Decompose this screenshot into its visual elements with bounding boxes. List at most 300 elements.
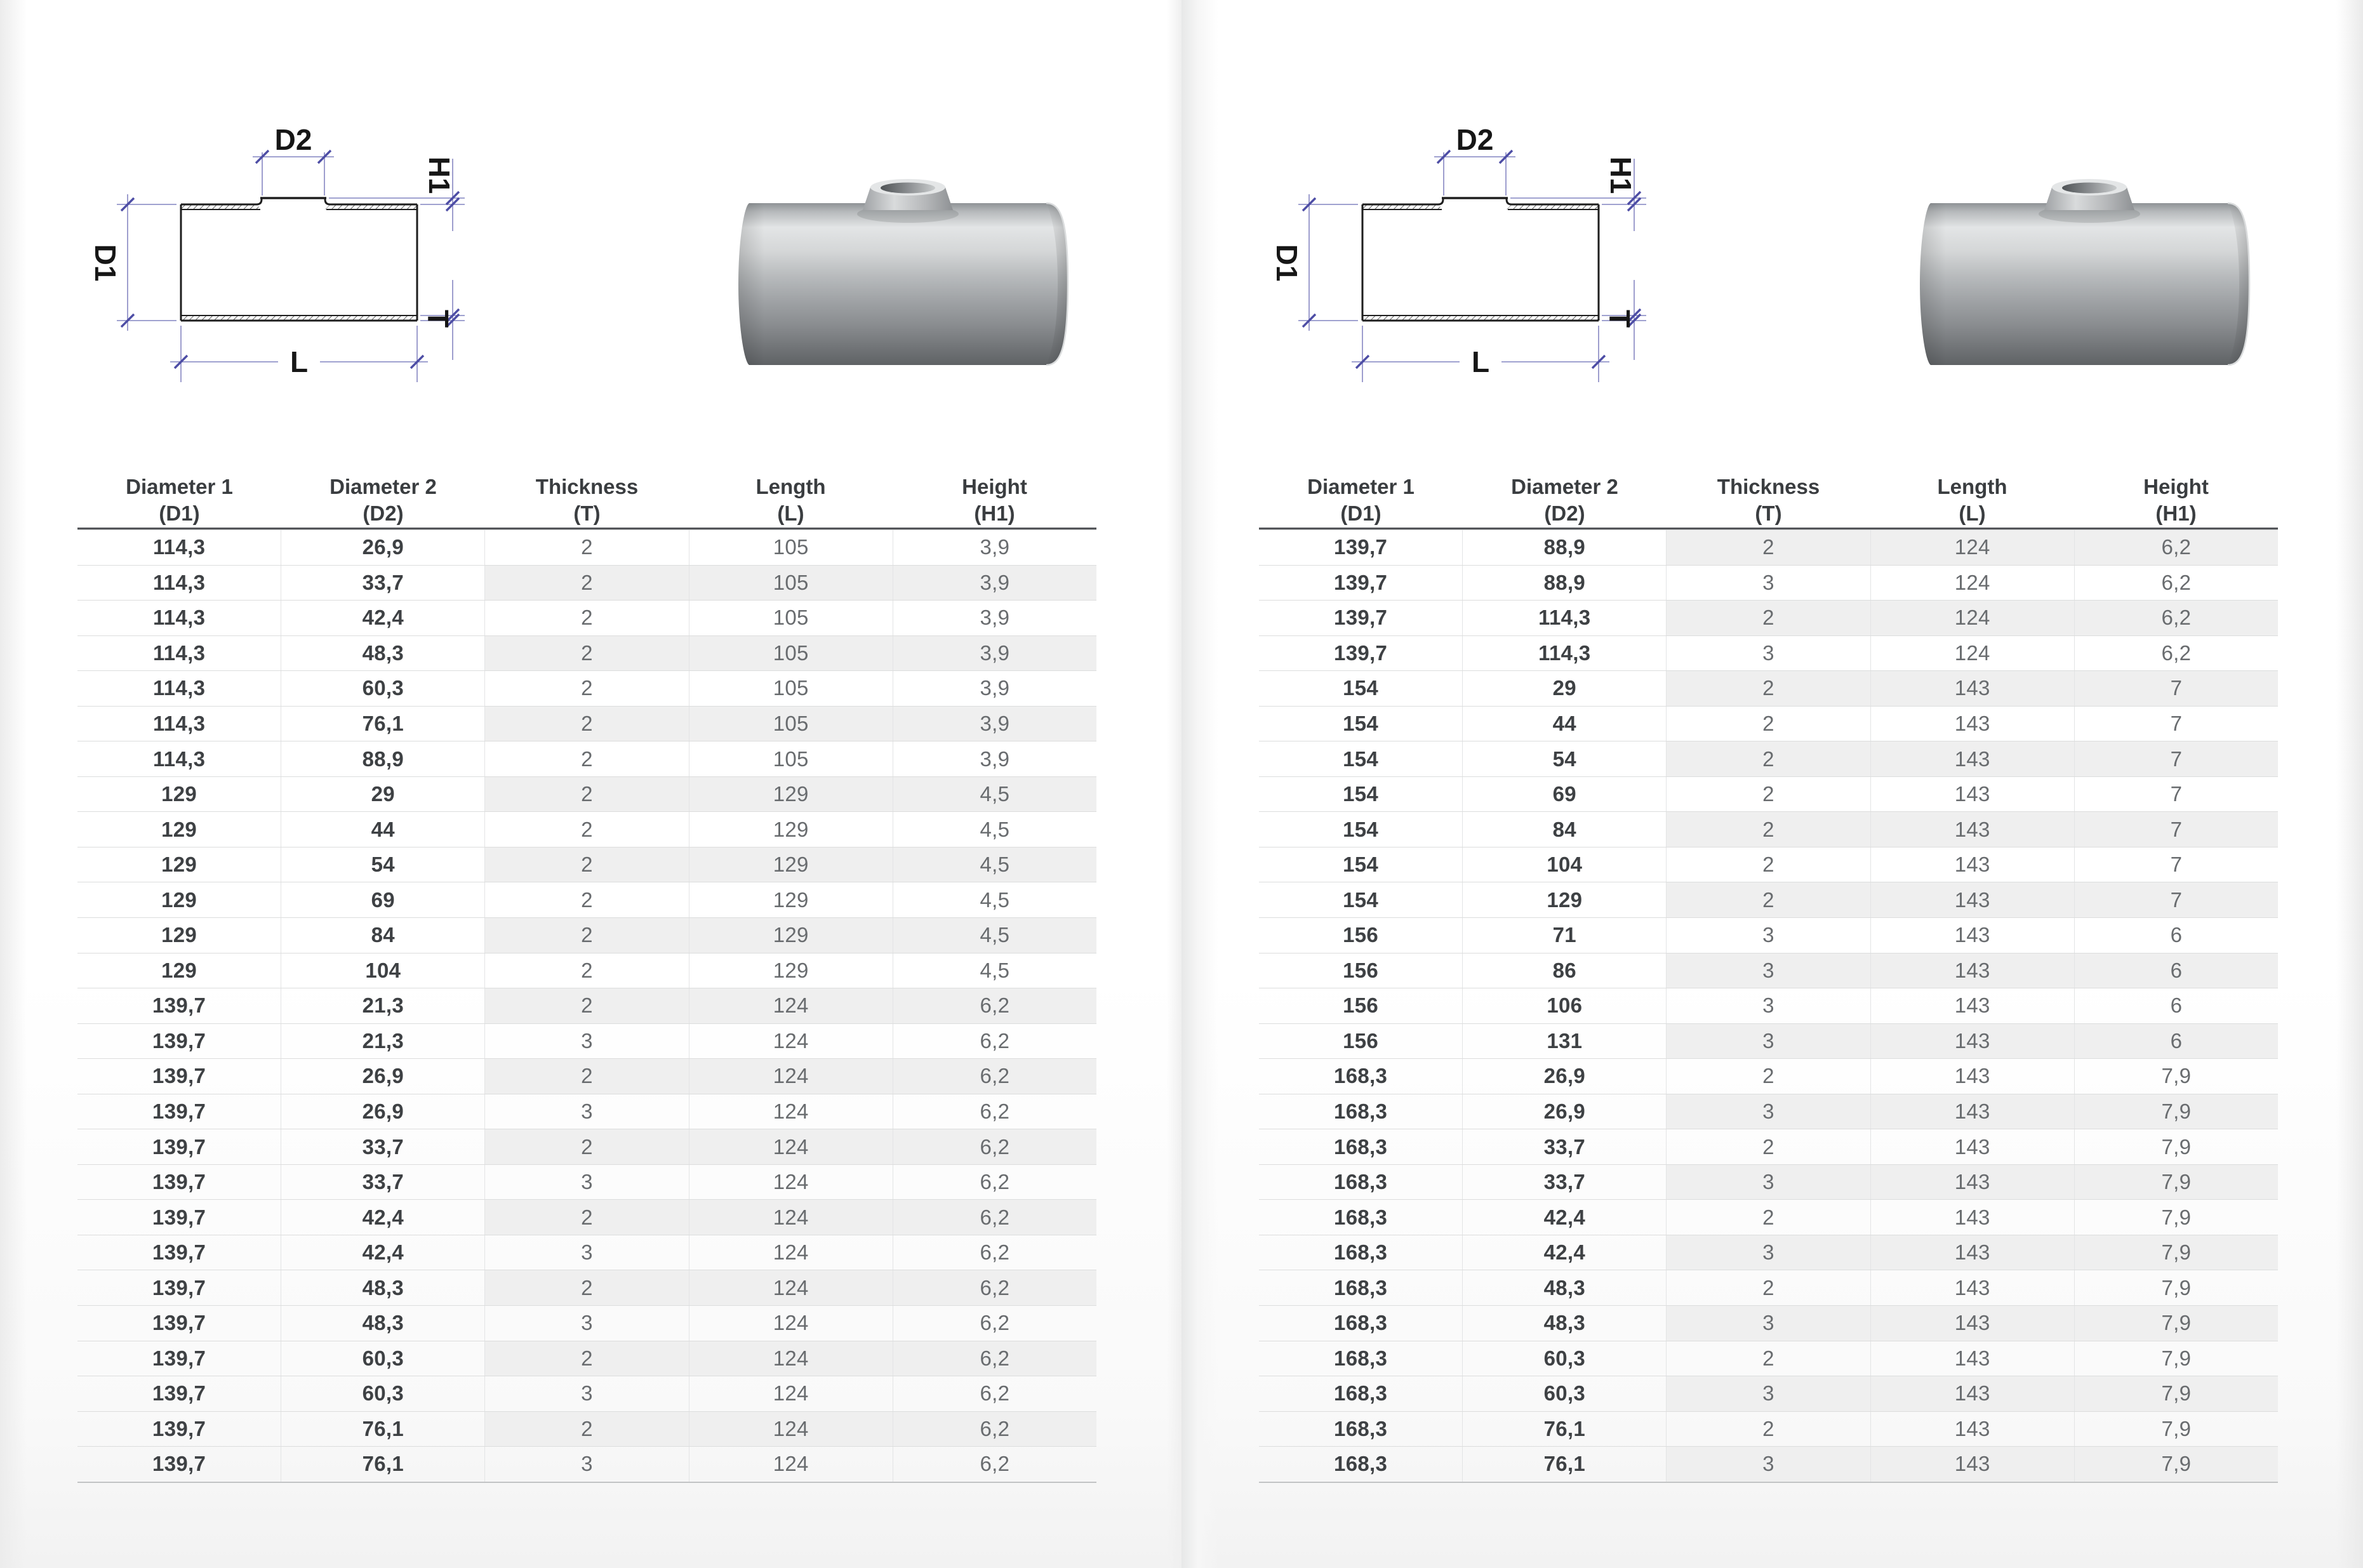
cell-diameter1: 156 xyxy=(1343,958,1379,982)
table-row xyxy=(1259,1094,2278,1130)
cell-length: 143 xyxy=(1870,847,2074,882)
hatched-walls xyxy=(1362,204,1599,321)
cell-length: 124 xyxy=(689,1270,893,1305)
cell-thickness: 2 xyxy=(484,918,688,953)
cell-length: 143 xyxy=(1870,1341,2074,1376)
cell-length: 105 xyxy=(689,741,893,776)
dimension-ticks xyxy=(121,150,459,368)
cell-diameter1: 168,3 xyxy=(1334,1346,1388,1370)
cell-thickness: 2 xyxy=(484,741,688,776)
cell-diameter1: 139,7 xyxy=(152,1311,206,1335)
cell-height: 7,9 xyxy=(2074,1094,2278,1129)
cylinder-body xyxy=(1920,203,2249,365)
table-row xyxy=(77,601,1096,636)
cell-height: 6,2 xyxy=(2074,566,2278,601)
cell-thickness: 2 xyxy=(484,707,688,741)
cell-thickness: 3 xyxy=(1666,566,1870,601)
cell-diameter1: 168,3 xyxy=(1334,1205,1388,1229)
cell-diameter2: 88,9 xyxy=(1462,530,1666,565)
cell-diameter1: 139,7 xyxy=(152,1064,206,1088)
cell-diameter2: 88,9 xyxy=(1462,566,1666,601)
cell-length: 105 xyxy=(689,601,893,635)
table-row xyxy=(1259,953,2278,989)
cylinder-body xyxy=(738,203,1068,365)
cell-thickness: 2 xyxy=(1666,1270,1870,1305)
cell-height: 6 xyxy=(2074,953,2278,988)
cell-diameter2: 104 xyxy=(281,953,484,988)
cell-thickness: 2 xyxy=(1666,1341,1870,1376)
cell-diameter2: 88,9 xyxy=(281,741,484,776)
cell-length: 143 xyxy=(1870,1306,2074,1341)
cell-length: 124 xyxy=(689,1341,893,1376)
cell-height: 6,2 xyxy=(893,1094,1096,1129)
cell-height: 6,2 xyxy=(893,1270,1096,1305)
table-row xyxy=(1259,1306,2278,1341)
cell-thickness: 3 xyxy=(1666,1447,1870,1482)
cell-height: 7,9 xyxy=(2074,1200,2278,1235)
cell-thickness: 2 xyxy=(1666,530,1870,565)
cell-height: 7,9 xyxy=(2074,1235,2278,1270)
cell-height: 3,9 xyxy=(893,530,1096,565)
cell-length: 143 xyxy=(1870,1412,2074,1447)
cell-height: 3,9 xyxy=(893,566,1096,601)
cell-diameter1: 129 xyxy=(161,782,197,806)
cell-diameter2: 71 xyxy=(1462,918,1666,953)
cell-diameter1: 114,3 xyxy=(152,535,206,559)
cell-length: 143 xyxy=(1870,1200,2074,1235)
table-row xyxy=(1259,1270,2278,1306)
cell-length: 143 xyxy=(1870,671,2074,706)
table-row xyxy=(77,1200,1096,1235)
cell-thickness: 3 xyxy=(484,1094,688,1129)
cell-height: 6,2 xyxy=(2074,530,2278,565)
cell-height: 3,9 xyxy=(893,671,1096,706)
cell-thickness: 2 xyxy=(1666,671,1870,706)
cell-diameter2: 60,3 xyxy=(281,1376,484,1411)
cell-diameter2: 86 xyxy=(1462,953,1666,988)
cell-height: 4,5 xyxy=(893,777,1096,812)
cell-length: 124 xyxy=(689,1129,893,1164)
cell-diameter2: 48,3 xyxy=(1462,1306,1666,1341)
cell-thickness: 2 xyxy=(484,988,688,1023)
cell-length: 105 xyxy=(689,671,893,706)
dim-label-d1: D1 xyxy=(89,244,122,282)
cell-thickness: 3 xyxy=(1666,1024,1870,1059)
cell-length: 143 xyxy=(1870,953,2074,988)
cell-diameter2: 33,7 xyxy=(281,566,484,601)
cell-length: 124 xyxy=(689,1412,893,1447)
cell-diameter2: 60,3 xyxy=(1462,1376,1666,1411)
cell-length: 105 xyxy=(689,636,893,671)
table-row xyxy=(77,882,1096,918)
cell-diameter1: 114,3 xyxy=(152,676,206,700)
dim-label-d1: D1 xyxy=(1270,244,1303,282)
cell-length: 143 xyxy=(1870,1165,2074,1200)
cell-length: 124 xyxy=(689,1200,893,1235)
cell-thickness: 2 xyxy=(484,566,688,601)
cell-thickness: 2 xyxy=(1666,777,1870,812)
cell-diameter2: 114,3 xyxy=(1462,601,1666,635)
cell-diameter2: 29 xyxy=(281,777,484,812)
cell-thickness: 2 xyxy=(1666,847,1870,882)
cell-length: 129 xyxy=(689,918,893,953)
cell-thickness: 2 xyxy=(1666,707,1870,741)
cell-length: 143 xyxy=(1870,1376,2074,1411)
table-row xyxy=(77,671,1096,707)
cell-thickness: 2 xyxy=(484,636,688,671)
table-row xyxy=(77,636,1096,672)
cell-length: 143 xyxy=(1870,1270,2074,1305)
cell-diameter2: 48,3 xyxy=(1462,1270,1666,1305)
table-row xyxy=(77,530,1096,566)
cell-diameter2: 104 xyxy=(1462,847,1666,882)
cell-height: 6 xyxy=(2074,918,2278,953)
column-header-diameter2: Diameter 2 (D2) xyxy=(1511,474,1618,525)
cell-thickness: 2 xyxy=(1666,1129,1870,1164)
cell-height: 4,5 xyxy=(893,812,1096,847)
cell-length: 129 xyxy=(689,953,893,988)
cell-length: 143 xyxy=(1870,1024,2074,1059)
cell-length: 124 xyxy=(1870,566,2074,601)
table-row xyxy=(1259,1059,2278,1094)
cell-length: 129 xyxy=(689,847,893,882)
cell-diameter1: 114,3 xyxy=(152,606,206,630)
cell-diameter2: 26,9 xyxy=(281,1094,484,1129)
cell-thickness: 2 xyxy=(484,777,688,812)
cell-diameter1: 129 xyxy=(161,817,197,841)
cell-diameter2: 60,3 xyxy=(281,1341,484,1376)
column-header-height: Height (H1) xyxy=(962,474,1027,525)
cell-height: 7,9 xyxy=(2074,1270,2278,1305)
cell-diameter1: 139,7 xyxy=(1334,606,1388,630)
cell-length: 124 xyxy=(1870,530,2074,565)
cell-diameter1: 139,7 xyxy=(152,1416,206,1440)
stub-bore xyxy=(2062,183,2117,194)
cell-length: 143 xyxy=(1870,741,2074,776)
column-header-height: Height (H1) xyxy=(2143,474,2209,525)
cell-diameter1: 139,7 xyxy=(152,1134,206,1159)
cell-diameter1: 129 xyxy=(161,923,197,947)
cell-diameter1: 139,7 xyxy=(152,1205,206,1229)
cell-diameter1: 139,7 xyxy=(152,1381,206,1405)
cell-length: 124 xyxy=(689,1235,893,1270)
cell-length: 124 xyxy=(689,1059,893,1094)
cell-thickness: 2 xyxy=(1666,1412,1870,1447)
cell-diameter2: 54 xyxy=(1462,741,1666,776)
dim-label-l: L xyxy=(1471,345,1490,378)
hatched-walls xyxy=(181,204,417,321)
cell-height: 3,9 xyxy=(893,741,1096,776)
cell-height: 7 xyxy=(2074,707,2278,741)
cell-diameter2: 54 xyxy=(281,847,484,882)
table-row xyxy=(77,988,1096,1024)
cylinder-left-shade xyxy=(1920,203,1946,365)
technical-drawing-tee xyxy=(0,0,495,413)
cell-diameter2: 76,1 xyxy=(281,1412,484,1447)
column-header-thickness: Thickness (T) xyxy=(1717,474,1820,525)
dim-label-h1: H1 xyxy=(1604,156,1637,194)
cell-length: 124 xyxy=(689,1094,893,1129)
cell-diameter2: 33,7 xyxy=(1462,1165,1666,1200)
cell-diameter2: 21,3 xyxy=(281,988,484,1023)
spec-table xyxy=(1259,473,2278,1483)
cell-thickness: 2 xyxy=(484,812,688,847)
table-row xyxy=(1259,741,2278,777)
cell-height: 7,9 xyxy=(2074,1376,2278,1411)
cell-height: 6,2 xyxy=(893,1059,1096,1094)
cell-height: 7,9 xyxy=(2074,1165,2278,1200)
column-header-diameter1: Diameter 1 (D1) xyxy=(126,474,233,525)
cell-height: 7,9 xyxy=(2074,1059,2278,1094)
cell-height: 7 xyxy=(2074,812,2278,847)
cell-height: 3,9 xyxy=(893,636,1096,671)
cell-height: 6,2 xyxy=(893,1412,1096,1447)
cell-diameter1: 139,7 xyxy=(152,993,206,1018)
dim-label-d2: D2 xyxy=(274,123,312,156)
cell-thickness: 2 xyxy=(484,1059,688,1094)
cell-thickness: 3 xyxy=(1666,1235,1870,1270)
dim-label-d2: D2 xyxy=(1456,123,1494,156)
cell-diameter1: 168,3 xyxy=(1334,1311,1388,1335)
cell-length: 143 xyxy=(1870,918,2074,953)
cell-thickness: 2 xyxy=(1666,1059,1870,1094)
cell-thickness: 2 xyxy=(484,882,688,917)
cell-diameter1: 168,3 xyxy=(1334,1100,1388,1124)
cell-diameter1: 168,3 xyxy=(1334,1381,1388,1405)
cylinder-left-shade xyxy=(738,203,764,365)
cell-diameter2: 42,4 xyxy=(281,1235,484,1270)
dim-label-t: T xyxy=(1603,309,1636,328)
cell-diameter1: 114,3 xyxy=(152,570,206,594)
cell-thickness: 2 xyxy=(1666,1200,1870,1235)
table-row xyxy=(1259,1341,2278,1377)
table-row xyxy=(77,707,1096,742)
cell-diameter1: 139,7 xyxy=(1334,641,1388,665)
cell-thickness: 3 xyxy=(484,1165,688,1200)
stub-bore xyxy=(881,183,935,194)
table-row xyxy=(77,1094,1096,1130)
cell-length: 124 xyxy=(689,1447,893,1482)
cell-height: 6,2 xyxy=(893,1447,1096,1482)
cell-length: 143 xyxy=(1870,1094,2074,1129)
cell-thickness: 3 xyxy=(1666,1094,1870,1129)
cell-height: 7 xyxy=(2074,671,2278,706)
cell-diameter1: 154 xyxy=(1343,887,1379,912)
cell-height: 6,2 xyxy=(893,988,1096,1023)
cell-height: 7,9 xyxy=(2074,1129,2278,1164)
cell-height: 7,9 xyxy=(2074,1412,2278,1447)
cell-length: 124 xyxy=(1870,601,2074,635)
cell-diameter1: 114,3 xyxy=(152,747,206,771)
cell-thickness: 3 xyxy=(484,1235,688,1270)
cell-diameter1: 154 xyxy=(1343,817,1379,841)
table-body xyxy=(1259,529,2278,1483)
cell-diameter1: 168,3 xyxy=(1334,1240,1388,1265)
table-row xyxy=(1259,671,2278,707)
cell-length: 124 xyxy=(689,988,893,1023)
cell-diameter2: 76,1 xyxy=(1462,1447,1666,1482)
table-row xyxy=(1259,566,2278,601)
cell-diameter2: 106 xyxy=(1462,988,1666,1023)
cell-diameter2: 26,9 xyxy=(281,1059,484,1094)
cell-diameter1: 168,3 xyxy=(1334,1416,1388,1440)
cell-diameter2: 60,3 xyxy=(281,671,484,706)
cell-thickness: 2 xyxy=(484,953,688,988)
table-row xyxy=(77,1024,1096,1060)
table-row xyxy=(77,1165,1096,1200)
dimension-ticks xyxy=(1303,150,1641,368)
cell-length: 105 xyxy=(689,707,893,741)
cell-diameter2: 131 xyxy=(1462,1024,1666,1059)
cell-height: 3,9 xyxy=(893,707,1096,741)
cell-height: 6,2 xyxy=(893,1165,1096,1200)
cell-diameter1: 139,7 xyxy=(152,1240,206,1265)
dim-label-t: T xyxy=(422,309,455,328)
dim-label-h1: H1 xyxy=(423,156,456,194)
cell-height: 6,2 xyxy=(893,1341,1096,1376)
cell-height: 7 xyxy=(2074,741,2278,776)
product-render-tee xyxy=(1912,175,2267,378)
tee-outline xyxy=(1362,198,1599,321)
cell-diameter2: 33,7 xyxy=(281,1165,484,1200)
table-row xyxy=(1259,1129,2278,1165)
cell-thickness: 3 xyxy=(1666,953,1870,988)
cell-length: 124 xyxy=(689,1306,893,1341)
cell-thickness: 3 xyxy=(1666,988,1870,1023)
cell-length: 124 xyxy=(689,1024,893,1059)
cell-length: 124 xyxy=(689,1165,893,1200)
cell-diameter1: 114,3 xyxy=(152,712,206,735)
cell-diameter2: 48,3 xyxy=(281,1306,484,1341)
column-header-thickness: Thickness (T) xyxy=(535,474,639,525)
cell-diameter1: 139,7 xyxy=(152,1452,206,1476)
cell-height: 7,9 xyxy=(2074,1341,2278,1376)
cell-thickness: 3 xyxy=(1666,918,1870,953)
cell-diameter1: 154 xyxy=(1343,712,1379,735)
cell-length: 124 xyxy=(689,1376,893,1411)
cell-height: 6 xyxy=(2074,988,2278,1023)
table-row xyxy=(77,1059,1096,1094)
cell-diameter2: 29 xyxy=(1462,671,1666,706)
cell-diameter2: 33,7 xyxy=(1462,1129,1666,1164)
cell-diameter1: 139,7 xyxy=(1334,570,1388,594)
cell-height: 6,2 xyxy=(893,1306,1096,1341)
cell-length: 143 xyxy=(1870,882,2074,917)
cell-length: 143 xyxy=(1870,988,2074,1023)
cell-height: 6,2 xyxy=(2074,636,2278,671)
table-row xyxy=(77,1129,1096,1165)
table-row xyxy=(77,1270,1096,1306)
table-row xyxy=(77,566,1096,601)
cell-diameter1: 139,7 xyxy=(1334,535,1388,559)
cell-length: 143 xyxy=(1870,1447,2074,1482)
cell-length: 143 xyxy=(1870,812,2074,847)
cell-height: 6,2 xyxy=(893,1129,1096,1164)
cell-thickness: 3 xyxy=(1666,1376,1870,1411)
table-row xyxy=(1259,1447,2278,1483)
cell-diameter2: 42,4 xyxy=(281,1200,484,1235)
cell-length: 143 xyxy=(1870,707,2074,741)
cell-height: 3,9 xyxy=(893,601,1096,635)
cell-length: 143 xyxy=(1870,1129,2074,1164)
cell-diameter2: 42,4 xyxy=(1462,1200,1666,1235)
table-row xyxy=(77,741,1096,777)
table-row xyxy=(77,1412,1096,1447)
table-row xyxy=(1259,988,2278,1024)
table-header-row xyxy=(1259,473,2278,529)
cell-length: 124 xyxy=(1870,636,2074,671)
cell-diameter2: 26,9 xyxy=(1462,1059,1666,1094)
column-header-diameter2: Diameter 2 (D2) xyxy=(329,474,437,525)
cell-height: 4,5 xyxy=(893,918,1096,953)
cell-thickness: 2 xyxy=(1666,882,1870,917)
cell-diameter1: 156 xyxy=(1343,993,1379,1018)
cell-diameter1: 168,3 xyxy=(1334,1134,1388,1159)
table-row xyxy=(1259,1165,2278,1200)
table-row xyxy=(1259,812,2278,847)
cell-diameter2: 76,1 xyxy=(281,707,484,741)
table-row xyxy=(1259,1024,2278,1060)
cell-diameter2: 33,7 xyxy=(281,1129,484,1164)
cell-height: 4,5 xyxy=(893,953,1096,988)
cell-diameter1: 129 xyxy=(161,958,197,982)
cell-height: 7,9 xyxy=(2074,1447,2278,1482)
cell-thickness: 2 xyxy=(484,1270,688,1305)
cell-diameter1: 154 xyxy=(1343,676,1379,700)
cell-thickness: 3 xyxy=(484,1447,688,1482)
cell-diameter1: 129 xyxy=(161,853,197,877)
cell-diameter2: 26,9 xyxy=(1462,1094,1666,1129)
cell-diameter1: 154 xyxy=(1343,782,1379,806)
column-header-length: Length (L) xyxy=(755,474,826,525)
cell-diameter2: 26,9 xyxy=(281,530,484,565)
cell-thickness: 2 xyxy=(1666,741,1870,776)
table-row xyxy=(1259,636,2278,672)
cell-diameter1: 129 xyxy=(161,887,197,912)
table-row xyxy=(1259,918,2278,953)
table-row xyxy=(77,812,1096,847)
cell-diameter1: 139,7 xyxy=(152,1028,206,1053)
page-right xyxy=(1182,0,2363,1568)
cell-diameter2: 60,3 xyxy=(1462,1341,1666,1376)
cell-height: 6,2 xyxy=(893,1024,1096,1059)
table-row xyxy=(1259,1235,2278,1271)
cell-diameter1: 156 xyxy=(1343,1028,1379,1053)
cell-diameter2: 69 xyxy=(1462,777,1666,812)
table-row xyxy=(1259,777,2278,813)
cell-thickness: 3 xyxy=(484,1306,688,1341)
column-header-diameter1: Diameter 1 (D1) xyxy=(1307,474,1414,525)
table-row xyxy=(77,777,1096,813)
table-row xyxy=(77,1235,1096,1271)
spec-table xyxy=(77,473,1096,1483)
cell-diameter2: 129 xyxy=(1462,882,1666,917)
cell-length: 105 xyxy=(689,566,893,601)
cell-diameter2: 44 xyxy=(281,812,484,847)
cell-height: 6,2 xyxy=(2074,601,2278,635)
cell-diameter2: 44 xyxy=(1462,707,1666,741)
cell-diameter1: 139,7 xyxy=(152,1170,206,1194)
cell-thickness: 3 xyxy=(1666,636,1870,671)
dim-label-l: L xyxy=(290,345,309,378)
cell-height: 7,9 xyxy=(2074,1306,2278,1341)
cell-thickness: 3 xyxy=(1666,1165,1870,1200)
cell-length: 129 xyxy=(689,882,893,917)
cell-thickness: 2 xyxy=(484,530,688,565)
cell-thickness: 3 xyxy=(1666,1306,1870,1341)
cell-thickness: 2 xyxy=(484,1412,688,1447)
cell-height: 6 xyxy=(2074,1024,2278,1059)
